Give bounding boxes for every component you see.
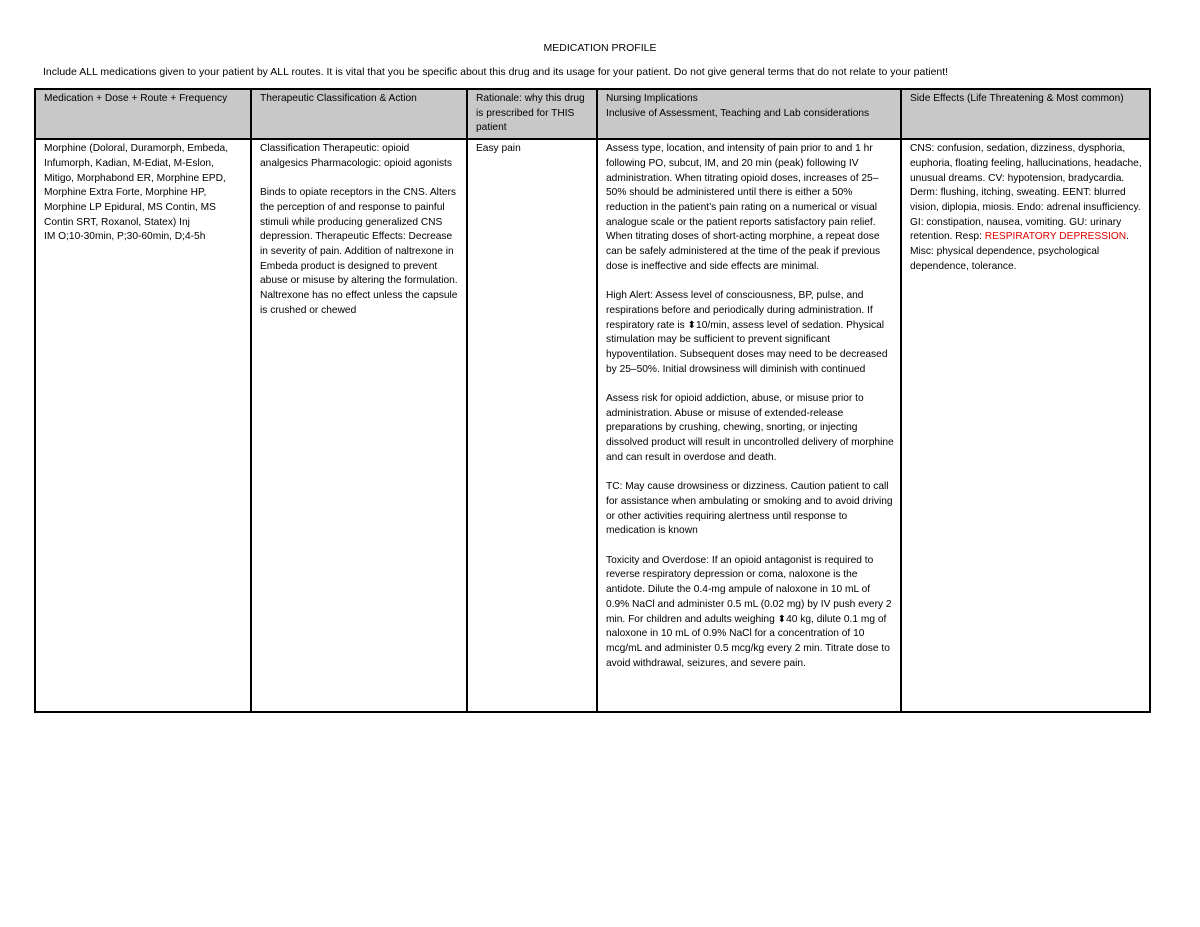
nursing-paragraph: High Alert: Assess level of consciousness, BP, pulse, and respirations before and periodically during administration. If respiratory rate is ⬍10/min, assess level of sedation. Physical stimulation may be sufficient to prevent significant hypoventilation. Subsequent doses may need to be decreased by 25–50%. Initial drowsiness will diminish with continued <box>606 290 888 375</box>
nursing-paragraph: Assess risk for opioid addiction, abuse, or misuse prior to administration. Abuse or misuse of extended-release preparations by crushing, chewing, snorting, or injecting dissolved product will result in uncontrolled delivery of morphine and can result in overdose and death. <box>606 393 894 463</box>
side-effects-cell <box>901 139 1150 712</box>
medication-profile-table <box>34 88 1151 713</box>
action-text: Binds to opiate receptors in the CNS. Alters the perception of and response to painful stimuli while producing generalized CNS depression. Therapeutic Effects: Decrease in severity of pain. Addition of naltrexone in Embeda product is designed to prevent abuse or misuse by altering the formulation. Naltrexone has no effect unless the capsule is crushed or chewed <box>260 187 458 316</box>
table-row <box>35 139 1150 712</box>
side-effects-text-continued: . Misc: physical dependence, psychological dependence, tolerance. <box>910 231 1129 272</box>
respiratory-depression-warning: RESPIRATORY DEPRESSION <box>984 231 1127 243</box>
rationale-text: Easy pain <box>476 143 521 155</box>
column-header-side-effects: Side Effects (Life Threatening & Most common) <box>901 89 1150 139</box>
medication-text: Morphine (Doloral, Duramorph, Embeda, Infumorph, Kadian, M-Ediat, M-Eslon, Mitigo, Morphabond ER, Morphine EPD, Morphine Extra Forte, Morphine HP, Morphine LP Epidural, MS Contin, MS Contin SRT, Roxanol, Statex) Inj IM O;10-30min, P;30-60min, D;4-5h <box>44 143 229 243</box>
medication-cell <box>35 139 251 712</box>
nursing-paragraph: Toxicity and Overdose: If an opioid antagonist is required to reverse respiratory depression or coma, naloxone is the antidote. Dilute the 0.4-mg ampule of naloxone in 10 mL of 0.9% NaCl and administer 0.5 mL (0.02 mg) by IV push every 2 min. For children and adults weighing ⬍40 kg, dilute 0.1 mg of naloxone in 10 mL of 0.9% NaCl for a concentration of 10 mcg/mL and administer 0.5 mcg/kg every 2 min. Titrate dose to avoid withdrawal, seizures, and severe pain. <box>606 554 892 669</box>
nursing-paragraph: Assess type, location, and intensity of pain prior to and 1 hr following PO, subcut, IM, and 20 min (peak) following IV administration. When titrating opioid doses, increases of 25–50% should be administered until there is either a 50% reduction in the patient’s pain rating on a numerical or visual analogue scale or the patient reports satisfactory pain relief. When titrating doses of short-acting morphine, a repeat dose can be safely administered at the time of the peak if previous dose is ineffective and side effects are minimal. <box>606 143 881 272</box>
table-header-row <box>35 89 1150 139</box>
side-effects-text: CNS: confusion, sedation, dizziness, dysphoria, euphoria, floating feeling, hallucinations, headache, unusual dreams. CV: hypotension, bradycardia. Derm: flushing, itching, sweating. EENT: blurred vision, diplopia, miosis. Endo: adrenal insufficiency. GI: constipation, nausea, vomiting. GU: urinary retention. Resp: <box>910 143 1142 243</box>
column-header-nursing: Nursing Implications Inclusive of Assessment, Teaching and Lab considerations <box>597 89 901 139</box>
column-header-rationale: Rationale: why this drug is prescribed for THIS patient <box>467 89 597 139</box>
column-header-classification: Therapeutic Classification & Action <box>251 89 467 139</box>
nursing-cell <box>597 139 901 712</box>
page-title: MEDICATION PROFILE <box>543 42 657 54</box>
instructions-text: Include ALL medications given to your patient by ALL routes. It is vital that you be specific about this drug and its usage for your patient. Do not give general terms that do not relate to your patient! <box>43 66 949 78</box>
classification-cell <box>251 139 467 712</box>
nursing-paragraph: TC: May cause drowsiness or dizziness. Caution patient to call for assistance when ambulating or smoking and to avoid driving or other activities requiring alertness until response to medication is known <box>606 481 893 537</box>
column-header-medication: Medication + Dose + Route + Frequency <box>35 89 251 139</box>
rationale-cell <box>467 139 597 712</box>
classification-text: Classification Therapeutic: opioid analgesics Pharmacologic: opioid agonists <box>260 143 452 169</box>
